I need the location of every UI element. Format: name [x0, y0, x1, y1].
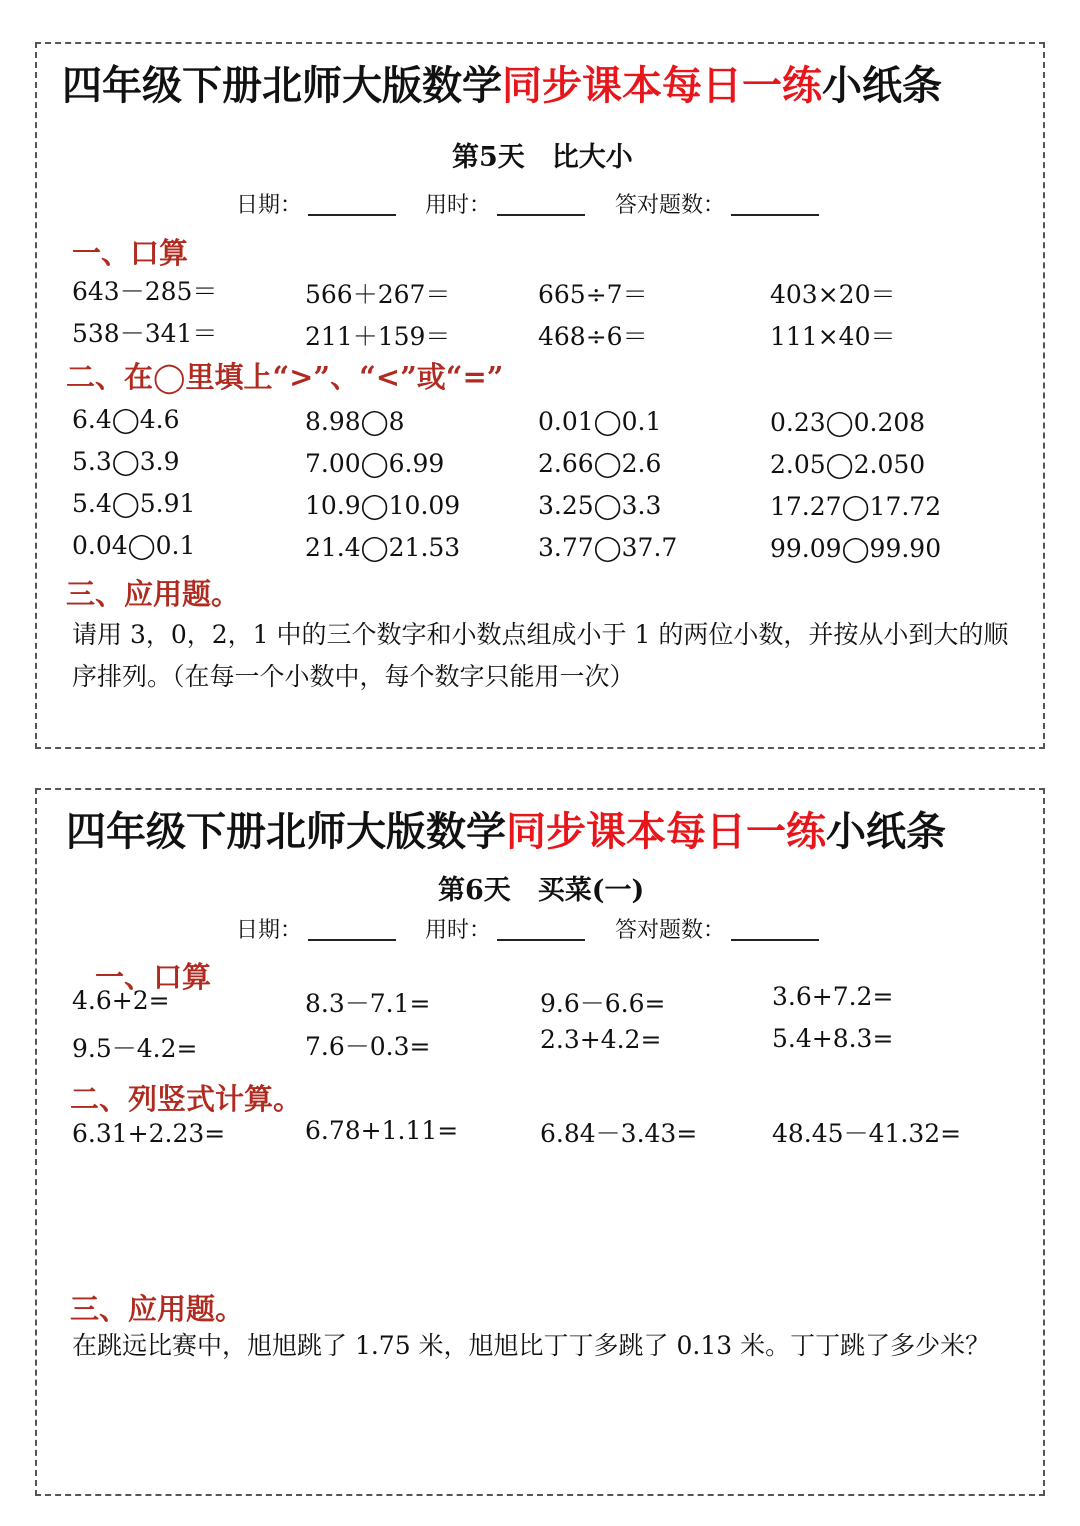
card1-word-problem: 请用 3，0，2，1 中的三个数字和小数点组成小于 1 的两位小数，并按从小到大的顺序排列。（在每一个小数中，每个数字只能用一次）: [72, 620, 1009, 691]
problem-item: 468÷6＝: [538, 322, 648, 351]
correct-blank[interactable]: [731, 214, 819, 216]
card2-time-field: [425, 913, 585, 944]
compare-item: 21.4◯21.53: [305, 533, 461, 562]
compare-item: 5.4◯5.91: [72, 489, 196, 518]
correct-blank[interactable]: [731, 939, 819, 941]
card2-day-title: 第6天 买菜(一): [438, 875, 645, 906]
problem-item: 3.6+7.2=: [772, 982, 894, 1011]
card1-title-part2: 小纸条: [822, 63, 942, 109]
problem-item: 566＋267＝: [305, 280, 451, 309]
card2-section3-heading: 三、应用题。: [70, 1292, 245, 1326]
card1-section1-heading: 一、口算: [72, 236, 189, 270]
compare-item: 0.04◯0.1: [72, 531, 196, 560]
problem-item: 4.6+2=: [72, 986, 170, 1015]
card2-date-field: [236, 913, 396, 944]
card2-section2-heading: 二、列竖式计算。: [70, 1082, 303, 1116]
correct-label: 答对题数：: [615, 918, 726, 943]
problem-item: 643－285＝: [72, 277, 218, 306]
card2-word-problem: 在跳远比赛中，旭旭跳了 1.75 米，旭旭比丁丁多跳了 0.13 米。丁丁跳了多少米？: [72, 1331, 991, 1360]
card1-time-field: [425, 188, 585, 219]
correct-label: 答对题数：: [615, 193, 726, 218]
vertical-calc-item: 6.78+1.11=: [305, 1116, 459, 1145]
card1-title-part1: 四年级下册北师大版数学: [62, 63, 502, 109]
time-label: 用时：: [425, 918, 492, 943]
problem-item: 8.3－7.1=: [305, 989, 431, 1018]
compare-item: 2.05◯2.050: [770, 450, 926, 479]
problem-item: 2.3+4.2=: [540, 1025, 662, 1054]
compare-item: 7.00◯6.99: [305, 449, 445, 478]
problem-item: 665÷7＝: [538, 280, 648, 309]
card1-day-title: 第5天 比大小: [452, 142, 633, 173]
compare-item: 3.77◯37.7: [538, 533, 678, 562]
date-blank[interactable]: [308, 939, 396, 941]
problem-item: 538－341＝: [72, 319, 218, 348]
card1-title: [62, 54, 942, 111]
problem-item: 111×40＝: [770, 322, 896, 351]
compare-item: 8.98◯8: [305, 407, 405, 436]
card2-title: [66, 800, 946, 857]
date-label: 日期：: [236, 193, 303, 218]
vertical-calc-item: 6.84－3.43=: [540, 1119, 698, 1148]
card2-title-part1: 四年级下册北师大版数学: [66, 809, 506, 855]
card2-correct-field: [615, 913, 819, 944]
card1-title-red: 同步课本每日一练: [502, 63, 822, 109]
problem-item: 403×20＝: [770, 280, 896, 309]
card1-section2-heading: 二、在◯里填上“>”、“<”或“=”: [66, 360, 504, 394]
card2-section1-heading: 一、口算: [95, 960, 212, 994]
date-label: 日期：: [236, 918, 303, 943]
compare-item: 2.66◯2.6: [538, 449, 662, 478]
compare-item: 99.09◯99.90: [770, 534, 942, 563]
problem-item: 211＋159＝: [305, 322, 451, 351]
time-blank[interactable]: [497, 939, 585, 941]
compare-item: 17.27◯17.72: [770, 492, 942, 521]
problem-item: 5.4+8.3=: [772, 1024, 894, 1053]
date-blank[interactable]: [308, 214, 396, 216]
vertical-calc-item: 6.31+2.23=: [72, 1119, 226, 1148]
compare-item: 3.25◯3.3: [538, 491, 662, 520]
card1-section3-heading: 三、应用题。: [66, 577, 241, 611]
compare-item: 6.4◯4.6: [72, 405, 180, 434]
card2-title-part2: 小纸条: [826, 809, 946, 855]
card1-correct-field: [615, 188, 819, 219]
compare-item: 0.23◯0.208: [770, 408, 926, 437]
time-label: 用时：: [425, 193, 492, 218]
vertical-calc-item: 48.45－41.32=: [772, 1119, 962, 1148]
time-blank[interactable]: [497, 214, 585, 216]
problem-item: 9.5－4.2=: [72, 1034, 198, 1063]
compare-item: 10.9◯10.09: [305, 491, 461, 520]
card1-date-field: [236, 188, 396, 219]
problem-item: 9.6－6.6=: [540, 989, 666, 1018]
card2-title-red: 同步课本每日一练: [506, 809, 826, 855]
compare-item: 5.3◯3.9: [72, 447, 180, 476]
problem-item: 7.6－0.3=: [305, 1032, 431, 1061]
compare-item: 0.01◯0.1: [538, 407, 662, 436]
